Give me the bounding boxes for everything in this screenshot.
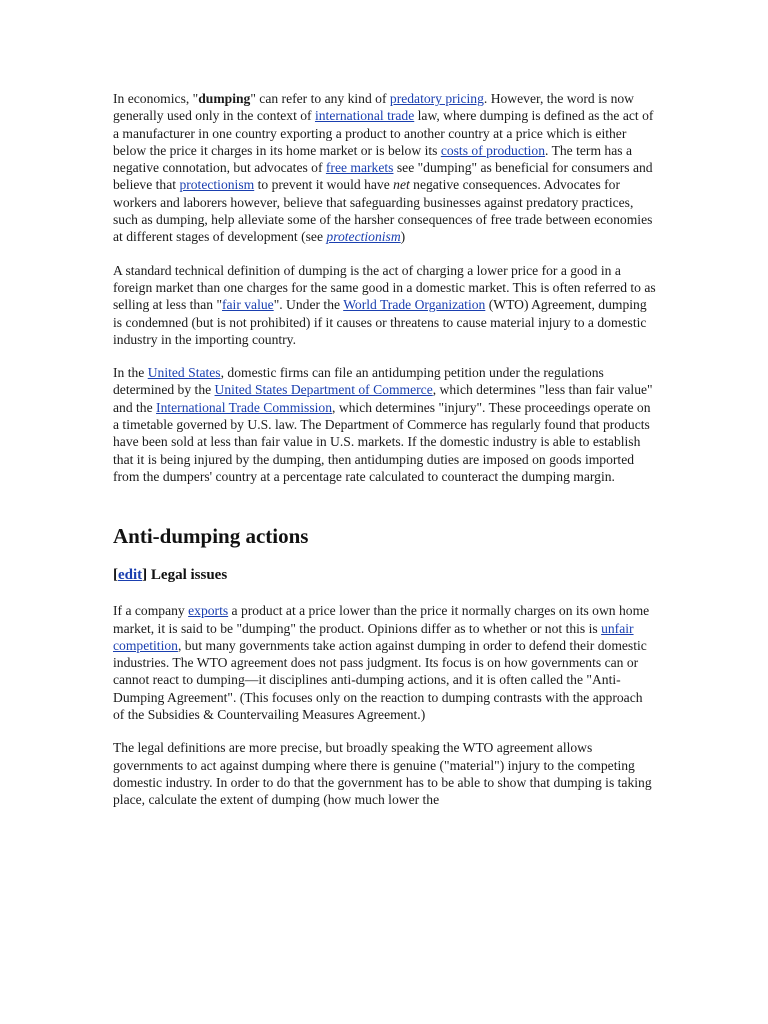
link-department-of-commerce[interactable]: United States Department of Commerce — [214, 382, 433, 398]
section-heading: Anti-dumping actions — [113, 524, 309, 549]
link-free-markets[interactable]: free markets — [325, 160, 394, 176]
link-costs-of-production[interactable]: costs of production — [440, 142, 546, 158]
link-international-trade-commission[interactable]: International Trade Commission — [156, 399, 333, 415]
link-international-trade[interactable]: international trade — [314, 108, 415, 124]
link-unfair-competition[interactable]: unfair competition — [113, 620, 634, 653]
edit-link[interactable]: edit — [118, 567, 143, 584]
term-dumping: dumping — [198, 91, 251, 106]
paragraph-technical-definition: A standard technical definition of dumping is the act of charging a lower price for a good in a foreign market than one charges for the same good in a domestic market. This is often referred to as selling at less than "fair value". Under the World Trade Organization (WTO) Agreement, dumping is condemned (but is not prohibited) if it causes or threatens to cause material injury to a domestic industry in the importing country. — [113, 262, 656, 347]
paragraph-legal-issues: If a company exports a product at a price lower than the price it normally charges on its own home market, it is said to be "dumping" the product. Opinions differ as to whether or not this is unfair competition, but many governments take action against dumping in order to defend their domestic industries. The WTO agreement does not pass judgment. Its focus is on how governments can or cannot react to dumping—it disciplines anti-dumping actions, and it is often called the "Anti-Dumping Agreement". (This focuses only on the reaction to dumping contrasts with the approach of the Subsidies & Countervailing Measures Agreement.) — [113, 603, 650, 723]
paragraph-united-states: In the United States, domestic firms can file an antidumping petition under the regulations determined by the United States Department of Commerce, which determines "less than fair value" and the International Trade Commission, which determines "injury". These proceedings operate on a timetable governed by U.S. law. The Department of Commerce has regularly found that products have been sold at less than fair value in U.S. markets. If the domestic industry is able to establish that it is being injured by the dumping, then antidumping duties are imposed on goods imported from the dumpers' country at a percentage rate calculated to counteract the dumping margin. — [113, 365, 653, 484]
link-exports[interactable]: exports — [188, 603, 229, 619]
paragraph-legal-definitions: The legal definitions are more precise, but broadly speaking the WTO agreement allows governments to act against dumping where there is genuine ("material") injury to the competing domestic industry. In order to do that the government has to be able to show that dumping is taking place, calculate the extent of dumping (how much lower the — [113, 740, 652, 808]
link-predatory-pricing[interactable]: predatory pricing — [389, 91, 484, 106]
link-protectionism[interactable]: protectionism — [179, 177, 255, 193]
link-world-trade-organization[interactable]: World Trade Organization — [343, 297, 486, 313]
link-fair-value[interactable]: fair value — [222, 297, 274, 313]
link-protectionism-see[interactable]: protectionism — [326, 229, 401, 245]
link-united-states[interactable]: United States — [147, 365, 221, 381]
article-body — [113, 90, 656, 825]
subsection-heading: [edit] Legal issues — [113, 567, 228, 584]
paragraph-dumping-definition: In economics, "dumping" can refer to any kind of predatory pricing. However, the word is now generally used only in the context of international trade law, where dumping is defined as the act of a manufacturer in one country exporting a product to another country at a price which is either below the price it charges in its home market or is below its costs of production. The term has a negative connotation, but advocates of free markets see "dumping" as beneficial for consumers and believe that protectionism to prevent it would have net negative consequences. Advocates for workers and laborers however, believe that safeguarding businesses against predatory practices, such as dumping, help alleviate some of the harsher consequences of free trade between economies at different stages of development (see protectionism) — [113, 91, 654, 245]
